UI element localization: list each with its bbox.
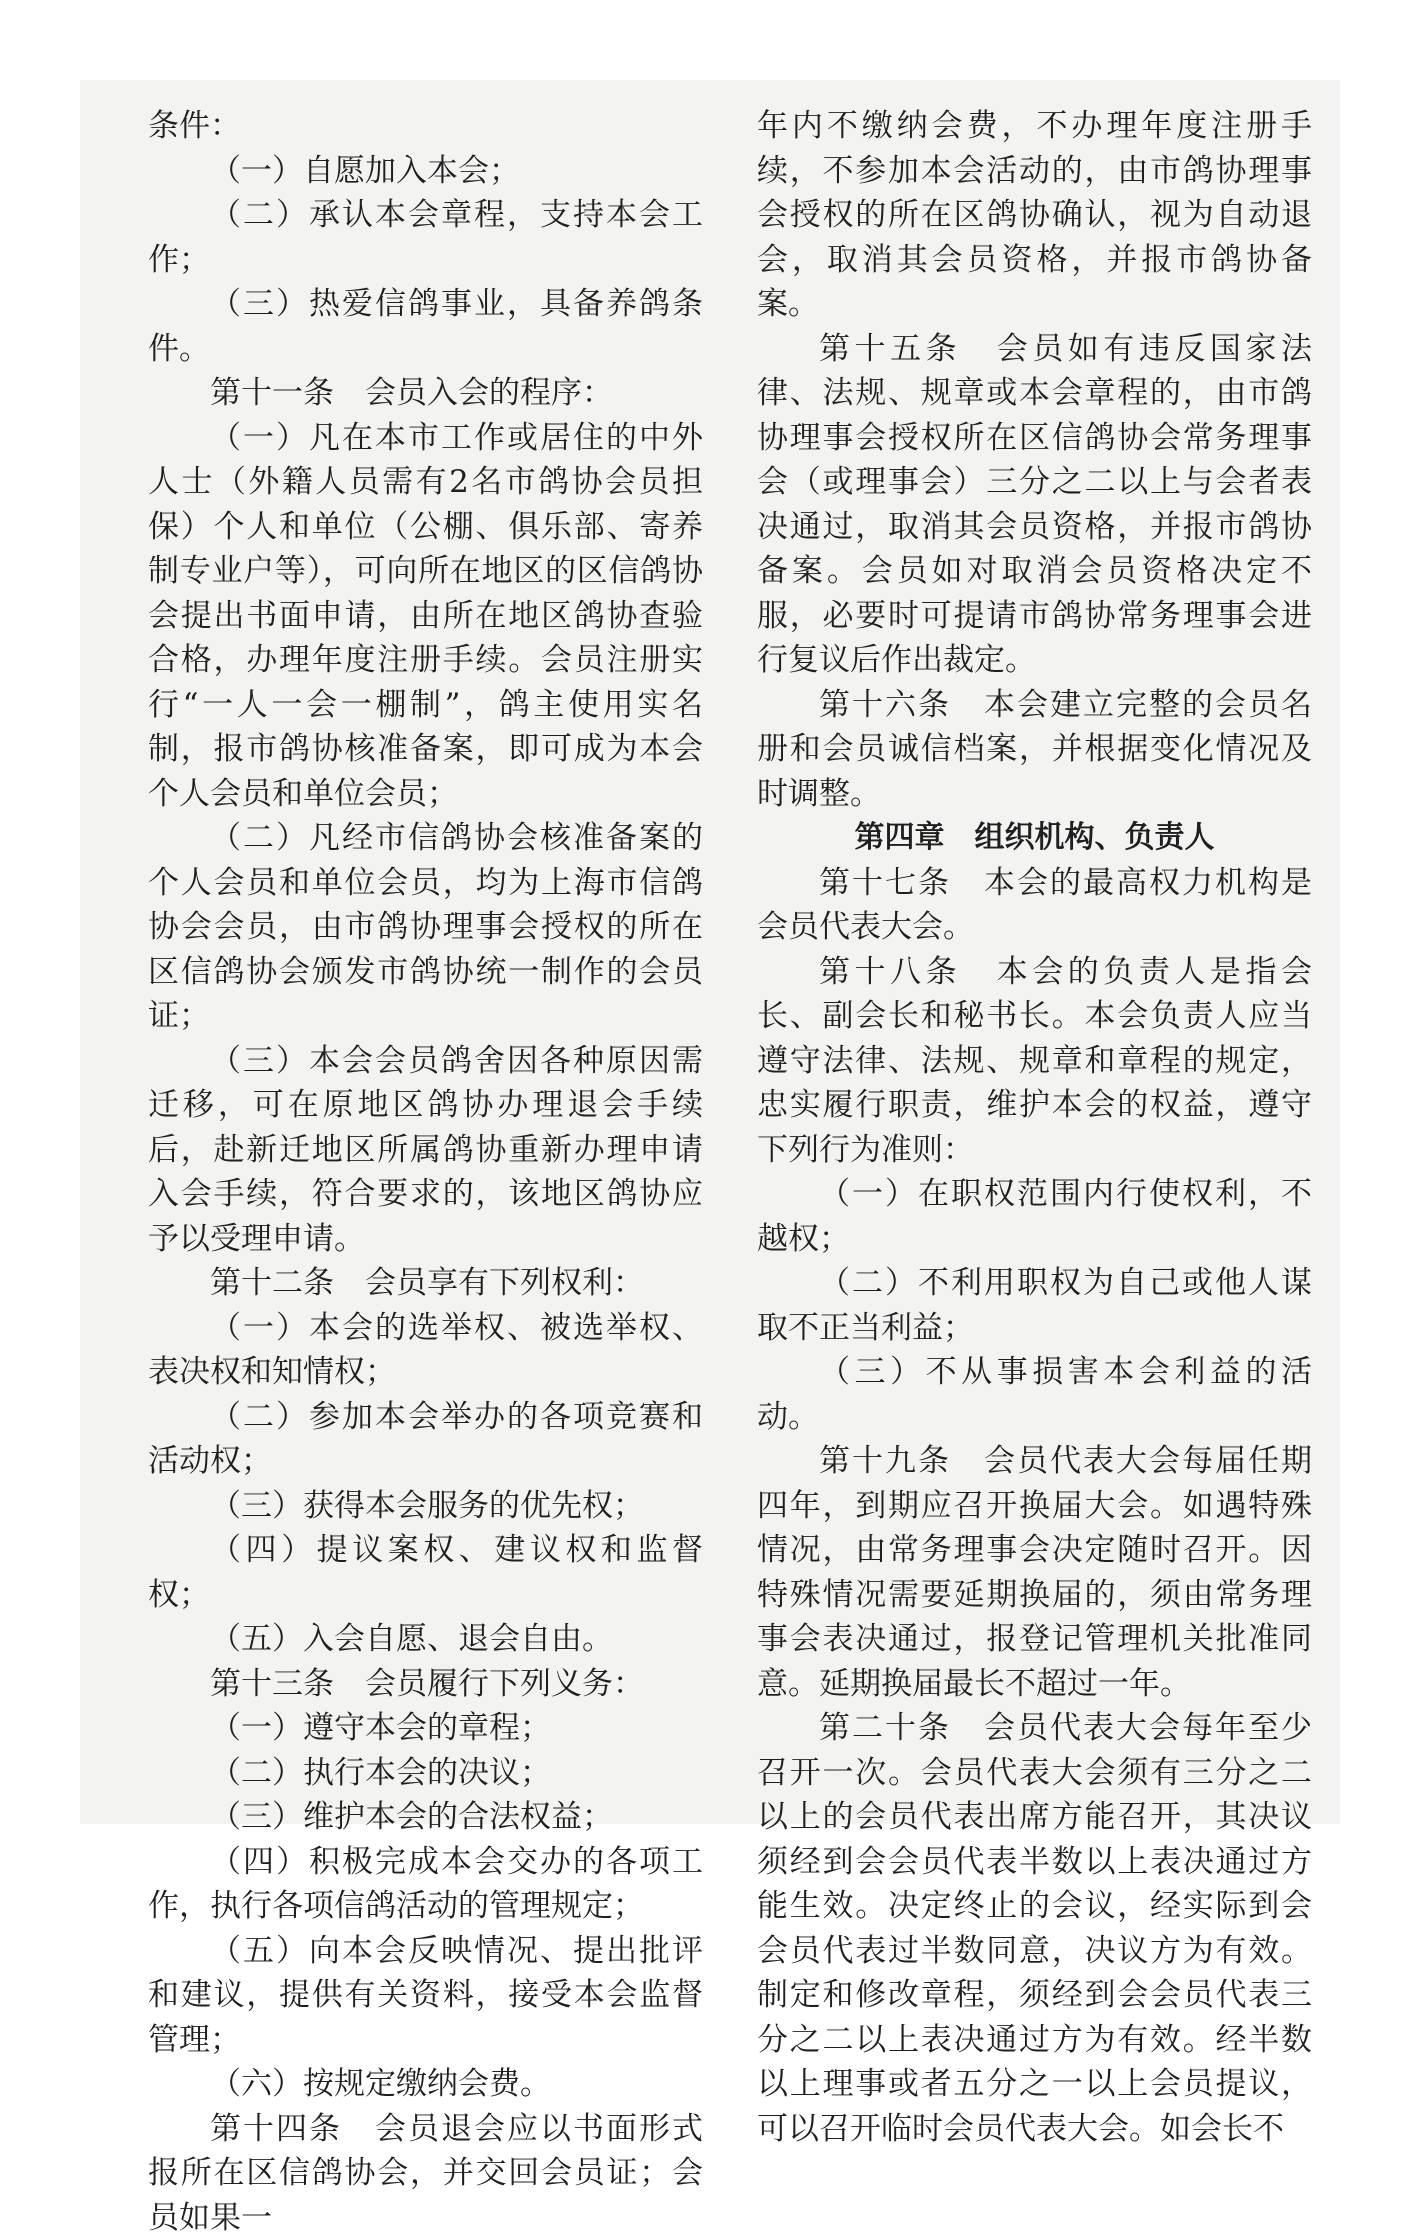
chapter-heading: 第四章 组织机构、负责人 bbox=[757, 816, 1312, 861]
left-paragraph: （三）本会会员鸽舍因各种原因需迁移，可在原地区鸽协办理退会手续后，赴新迁地区所属鸽协重新办理申请入会手续，符合要求的，该地区鸽协应予以受理申请。 bbox=[148, 1039, 703, 1262]
left-paragraph: （五）向本会反映情况、提出批评和建议，提供有关资料，接受本会监督管理； bbox=[148, 1929, 703, 2063]
right-paragraph: 第十五条 会员如有违反国家法律、法规、规章或本会章程的，由市鸽协理事会授权所在区信鸽协会常务理事会（或理事会）三分之二以上与会者表决通过，取消其会员资格，并报市鸽协备案。会员如对取消会员资格决定不服，必要时可提请市鸽协常务理事会进行复议后作出裁定。 bbox=[757, 327, 1312, 683]
right-paragraph: （二）不利用职权为自己或他人谋取不正当利益； bbox=[757, 1261, 1312, 1350]
left-paragraph: （二）参加本会举办的各项竞赛和活动权； bbox=[148, 1395, 703, 1484]
left-paragraph: （三）维护本会的合法权益； bbox=[148, 1795, 703, 1840]
right-paragraph: 第十九条 会员代表大会每届任期四年，到期应召开换届大会。如遇特殊情况，由常务理事会决定随时召开。因特殊情况需要延期换届的，须由常务理事会表决通过，报登记管理机关批准同意。延期换届最长不超过一年。 bbox=[757, 1439, 1312, 1706]
left-paragraph: （一）本会的选举权、被选举权、表决权和知情权； bbox=[148, 1306, 703, 1395]
left-paragraph: 条件： bbox=[148, 104, 703, 149]
left-paragraph: （二）执行本会的决议； bbox=[148, 1751, 703, 1796]
right-paragraph: （一）在职权范围内行使权利，不越权； bbox=[757, 1172, 1312, 1261]
right-paragraph: 年内不缴纳会费，不办理年度注册手续，不参加本会活动的，由市鸽协理事会授权的所在区鸽协确认，视为自动退会，取消其会员资格，并报市鸽协备案。 bbox=[757, 104, 1312, 327]
left-paragraph: （一）凡在本市工作或居住的中外人士（外籍人员需有2名市鸽协会员担保）个人和单位（公棚、俱乐部、寄养制专业户等），可向所在地区的区信鸽协会提出书面申请，由所在地区鸽协查验合格，办理年度注册手续。会员注册实行“一人一会一棚制”，鸽主使用实名制，报市鸽协核准备案，即可成为本会个人会员和单位会员； bbox=[148, 416, 703, 817]
right-paragraph: 第二十条 会员代表大会每年至少召开一次。会员代表大会须有三分之二以上的会员代表出席方能召开，其决议须经到会会员代表半数以上表决通过方能生效。决定终止的会议，经实际到会会员代表过半数同意，决议方为有效。制定和修改章程，须经到会会员代表三分之二以上表决通过方为有效。经半数以上理事或者五分之一以上会员提议，可以召开临时会员代表大会。如会长不 bbox=[757, 1706, 1312, 2151]
left-paragraph: 第十三条 会员履行下列义务： bbox=[148, 1662, 703, 1707]
left-paragraph: （二）承认本会章程，支持本会工作； bbox=[148, 193, 703, 282]
left-paragraph: （五）入会自愿、退会自由。 bbox=[148, 1617, 703, 1662]
left-column bbox=[148, 104, 703, 2240]
left-paragraph: （一）自愿加入本会； bbox=[148, 149, 703, 194]
right-paragraph: （三）不从事损害本会利益的活动。 bbox=[757, 1350, 1312, 1439]
left-paragraph: （一）遵守本会的章程； bbox=[148, 1706, 703, 1751]
left-paragraph: （三）获得本会服务的优先权； bbox=[148, 1484, 703, 1529]
left-paragraph: （四）提议案权、建议权和监督权； bbox=[148, 1528, 703, 1617]
right-paragraph: 第十七条 本会的最高权力机构是会员代表大会。 bbox=[757, 861, 1312, 950]
left-paragraph: （二）凡经市信鸽协会核准备案的个人会员和单位会员，均为上海市信鸽协会会员，由市鸽协理事会授权的所在区信鸽协会颁发市鸽协统一制作的会员证； bbox=[148, 816, 703, 1039]
left-paragraph: 第十四条 会员退会应以书面形式报所在区信鸽协会，并交回会员证；会员如果一 bbox=[148, 2107, 703, 2240]
left-paragraph: （四）积极完成本会交办的各项工作，执行各项信鸽活动的管理规定； bbox=[148, 1840, 703, 1929]
left-paragraph: 第十二条 会员享有下列权利： bbox=[148, 1261, 703, 1306]
left-paragraph: （三）热爱信鸽事业，具备养鸽条件。 bbox=[148, 282, 703, 371]
left-paragraph: （六）按规定缴纳会费。 bbox=[148, 2062, 703, 2107]
right-paragraph: 第十六条 本会建立完整的会员名册和会员诚信档案，并根据变化情况及时调整。 bbox=[757, 683, 1312, 817]
left-paragraph: 第十一条 会员入会的程序： bbox=[148, 371, 703, 416]
right-column bbox=[757, 104, 1312, 2151]
right-paragraph: 第十八条 本会的负责人是指会长、副会长和秘书长。本会负责人应当遵守法律、法规、规章和章程的规定，忠实履行职责，维护本会的权益，遵守下列行为准则： bbox=[757, 950, 1312, 1173]
